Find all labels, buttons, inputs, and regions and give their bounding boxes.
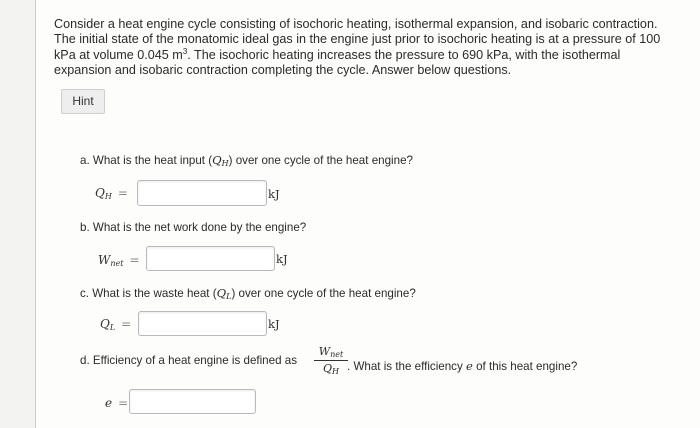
math-symbol: $Q_H$ — [212, 153, 229, 168]
question-c-text: c. What is the waste heat $(Q_L)$ over one cycle of the heat engine? — [80, 286, 416, 301]
unit-label-b: kJ — [276, 252, 288, 266]
fraction-numerator: $W_{net}$ — [314, 345, 348, 361]
unit-label-c: kJ — [268, 317, 280, 331]
answer-input-c[interactable] — [138, 311, 267, 336]
efficiency-fraction — [314, 345, 348, 376]
exponent: 3 — [182, 46, 188, 56]
answer-input-d[interactable] — [129, 389, 256, 414]
question-b-text: b. What is the net work done by the engine? — [80, 221, 307, 234]
problem-text: . The isochoric heating increases the pressure to 690 kPa, with the isothermal — [187, 47, 621, 62]
problem-line: The initial state of the monatomic ideal gas in the engine just prior to isochoric heating is at a pressure of 100 — [54, 32, 661, 47]
unit-label-a: kJ — [268, 187, 280, 201]
problem-line: expansion and isobaric contraction completing the cycle. Answer below questions. — [54, 63, 512, 78]
answer-input-a[interactable] — [137, 180, 267, 206]
question-a-equation-label: $Q_H$ = — [95, 186, 128, 201]
answer-input-b[interactable] — [146, 246, 275, 271]
problem-line: Consider a heat engine cycle consisting of isochoric heating, isothermal expansion, and isobaric contraction. — [54, 17, 658, 31]
question-d-equation-label: e = — [105, 396, 129, 410]
fraction-denominator: $Q_H$ — [322, 362, 339, 376]
question-d-text-end: . What is the efficiency e of this heat engine? — [347, 359, 578, 373]
question-c-equation-label: $Q_L$ = — [100, 317, 132, 332]
hint-button[interactable]: Hint — [61, 89, 105, 114]
problem-text: kPa at volume 0.045 m — [54, 47, 183, 62]
question-a-text: a. What is the heat input $(Q_H)$ over one cycle of the heat engine? — [80, 153, 413, 168]
question-b-equation-label: $W_{net}$ = — [98, 253, 140, 268]
question-d-text-start: d. Efficiency of a heat engine is defined as — [80, 354, 297, 367]
problem-statement — [54, 17, 674, 79]
problem-line — [54, 48, 674, 63]
math-symbol: $Q_L$ — [216, 286, 232, 301]
